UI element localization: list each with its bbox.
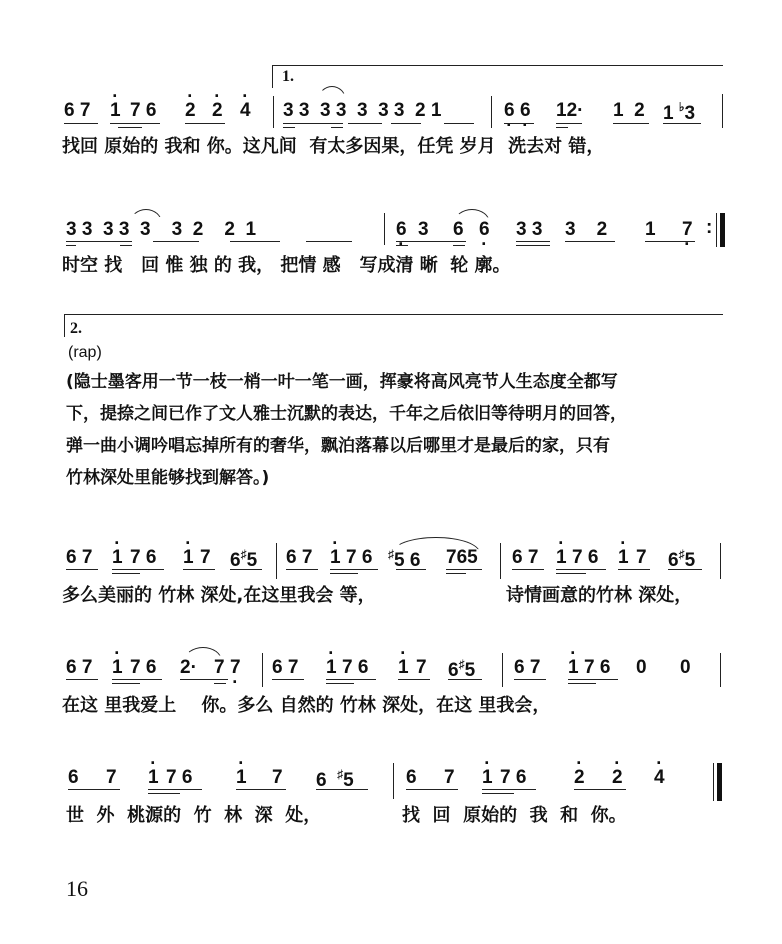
note: 6 [406, 767, 417, 788]
note: · 2 [212, 100, 223, 122]
note: 7 6 [166, 767, 193, 788]
ending-label-1: 1. [282, 68, 294, 85]
note: 1 [645, 219, 656, 240]
page-number: 16 [66, 876, 88, 901]
bar-line [713, 763, 714, 801]
note: 6 7 [66, 547, 93, 568]
lyrics-line: 找回 原始的 我和 你。这凡间 有太多因果，任凭 岁月 洗去对 错， [62, 136, 605, 157]
note: 6 7 [64, 100, 91, 121]
note: 3 [418, 219, 429, 240]
note: 6 7 [272, 657, 299, 678]
note: 6♯5 [668, 547, 696, 571]
note: 1 2 [613, 100, 645, 121]
slur [130, 209, 162, 223]
final-barline [717, 763, 722, 801]
bar-line [722, 94, 723, 128]
slur [184, 647, 222, 661]
bar-line [491, 96, 492, 128]
bar-line [500, 543, 501, 579]
rap-line: 竹林深处里能够找到解答。) [66, 468, 270, 488]
repeat-dots: : [706, 217, 713, 238]
note: 7 [444, 767, 455, 788]
bar-line [502, 653, 503, 687]
system-4 [0, 535, 782, 615]
note: · 1 [618, 547, 629, 569]
ending-label-2: 2. [70, 320, 82, 337]
note: 7 6 [346, 547, 373, 568]
note: · 1 [568, 657, 579, 679]
system-2 [0, 205, 782, 285]
ending-bracket-1 [272, 65, 723, 88]
note: 7 6 [584, 657, 611, 678]
repeat-end-barline [720, 213, 725, 247]
note: · 1 [148, 767, 159, 789]
note: 7 · [682, 219, 693, 241]
system-3-rap [0, 310, 782, 500]
note: 7 [214, 657, 225, 678]
note: 0 [680, 657, 691, 678]
lyrics-line: 多么美丽的 竹林 深处,在这里我会 等， [62, 585, 376, 606]
bar-line [273, 96, 274, 128]
note: 6 [453, 219, 464, 240]
note: 0 [636, 657, 647, 678]
note: 7 [636, 547, 647, 568]
note: · 1 [330, 547, 341, 569]
lyrics-line: 在这 里我爱上 你。多么 自然的 竹林 深处，在这 里我会， [62, 695, 551, 716]
bar-line [720, 543, 721, 579]
note: 7 [416, 657, 427, 678]
note: 7 [272, 767, 283, 788]
note: 7 6 [130, 547, 157, 568]
note: · 2 [574, 767, 585, 789]
note: 6 7 [514, 657, 541, 678]
note: · 2 [185, 100, 196, 122]
note: 6 · [520, 100, 531, 122]
note: · 1 [183, 547, 194, 569]
note: 7 6 [130, 100, 157, 121]
note: · 1 [236, 767, 247, 789]
note: 3 3 [516, 219, 543, 240]
rap-line: 弹一曲小调吟唱忘掉所有的奢华，飘泊落幕以后哪里才是最后的家，只有 [66, 436, 610, 456]
note: 3 2 [565, 219, 608, 240]
ending-bracket-2 [64, 314, 723, 337]
rap-tag: (rap) [68, 344, 102, 361]
lyrics-line: 世 外 桃源的 竹 林 深 处， [66, 805, 322, 826]
lyrics-line: 诗情画意的竹林 深处， [506, 585, 693, 606]
note: 7 6 [342, 657, 369, 678]
note: 7 [200, 547, 211, 568]
slur [454, 209, 490, 223]
note: · 1 [398, 657, 409, 679]
note: · 1 [556, 547, 567, 569]
bar-line [276, 543, 277, 579]
note: · 1 [482, 767, 493, 789]
note: · 1 [326, 657, 337, 679]
note: · 1 [112, 657, 123, 679]
bar-line [393, 763, 394, 799]
note: 2· [180, 657, 197, 678]
note: 7 6 [130, 657, 157, 678]
system-1 [0, 60, 782, 170]
notes-measure-2-1: 3 3 3 3 3 3 2 2 1 [66, 219, 257, 240]
system-5 [0, 645, 782, 725]
note: 7 6 [572, 547, 599, 568]
note: 7 · [230, 657, 241, 679]
bar-line [720, 653, 721, 687]
note: 3 3 3 3 3 3 3 2 1 [283, 100, 442, 121]
note: 7 [106, 767, 117, 788]
note: · 1 [112, 547, 123, 569]
bar-line [384, 213, 385, 245]
note: 7 6 [500, 767, 527, 788]
note: 1 ♭3 [663, 100, 696, 124]
note: · 4 [240, 100, 251, 122]
slur [392, 537, 480, 553]
note: ♯5 6 [388, 547, 421, 571]
rap-line: 下，提捺之间已作了文人雅士沉默的表达，千年之后依旧等待明月的回答， [66, 404, 627, 424]
note: 6 ♯5 [316, 767, 354, 791]
note: 6 7 [512, 547, 539, 568]
note: 12· [556, 100, 584, 121]
bar-line [262, 653, 263, 687]
note: · 1 [110, 100, 121, 122]
note: 6 · [504, 100, 515, 122]
note: 6 · [479, 219, 490, 241]
note: 6♯5 [230, 547, 258, 571]
note: 6 7 [66, 657, 93, 678]
note: 765 [446, 547, 478, 568]
rap-line: (隐士墨客用一节一枝一梢一叶一笔一画，挥豪将高风亮节人生态度全都写 [66, 372, 618, 392]
system-6 [0, 755, 782, 835]
note: · 4 [654, 767, 665, 789]
lyrics-line: 时空 找 回 惟 独 的 我， 把情 感 写成清 晰 轮 廓。 [62, 255, 511, 276]
note: 6 · [396, 219, 407, 241]
note: 6 [68, 767, 79, 788]
note: 6 7 [286, 547, 313, 568]
lyrics-line: 找 回 原始的 我 和 你。 [402, 805, 627, 826]
note: 6♯5 [448, 657, 476, 681]
bar-line [716, 213, 717, 247]
note: · 2 [612, 767, 623, 789]
